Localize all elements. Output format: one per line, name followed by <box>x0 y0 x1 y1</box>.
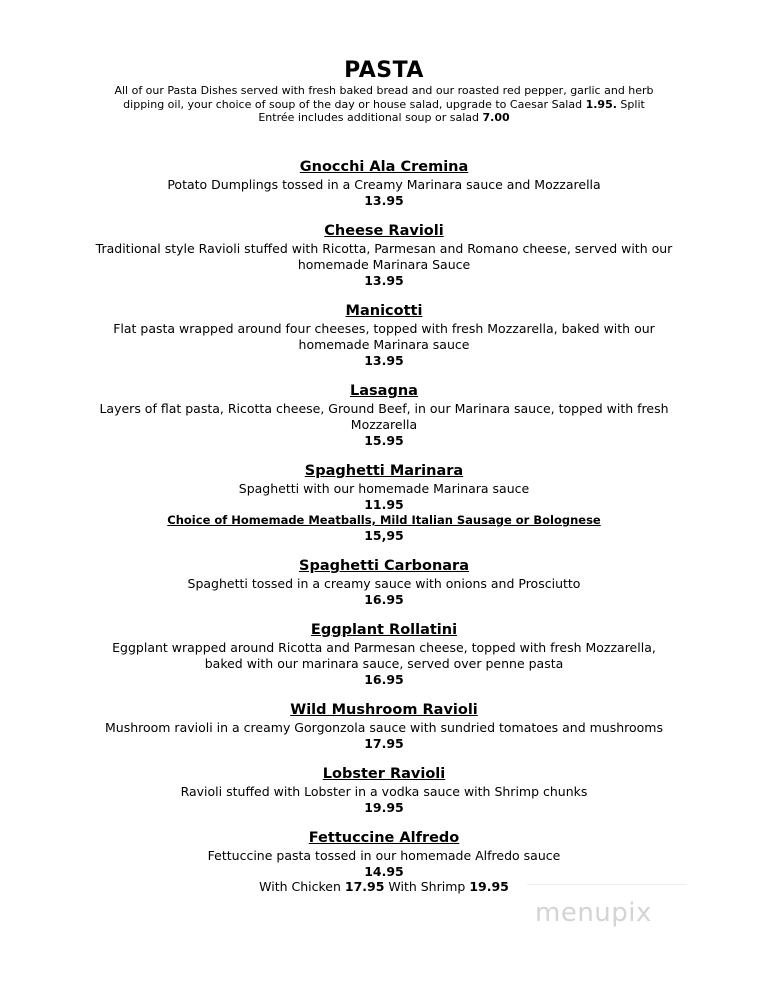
intro-text-part-2: Split Entrée includes additional soup or salad <box>258 97 645 124</box>
menu-item-eggplant-rollatini <box>94 621 674 687</box>
item-name: Eggplant Rollatini <box>310 622 458 638</box>
item-description: Ravioli stuffed with Lobster in a vodka sauce with Shrimp chunks <box>180 784 588 799</box>
menu-item-lobster-ravioli <box>94 765 674 815</box>
item-description: Traditional style Ravioli stuffed with Ricotta, Parmesan and Romano cheese, served with our homemade Marinara Sauce <box>95 241 673 272</box>
addon-shrimp-label: With Shrimp <box>384 879 470 894</box>
item-description: Eggplant wrapped around Ricotta and Parmesan cheese, topped with fresh Mozzarella, baked with our marinara sauce, served over penne pasta <box>112 640 656 671</box>
item-name: Cheese Ravioli <box>324 223 444 239</box>
addon-shrimp-price: 19.95 <box>469 879 509 894</box>
watermark-line <box>527 884 687 885</box>
addon-chicken-price: 17.95 <box>344 879 385 894</box>
split-price: 7.00 <box>482 111 510 124</box>
menu-item-fettuccine-alfredo <box>94 829 674 895</box>
item-description: Spaghetti tossed in a creamy sauce with onions and Prosciutto <box>187 576 581 591</box>
menu-item-wild-mushroom-ravioli <box>94 701 674 751</box>
item-name: Fettuccine Alfredo <box>308 830 460 846</box>
item-name: Manicotti <box>345 303 423 319</box>
item-name: Spaghetti Carbonara <box>299 558 469 574</box>
item-price: 13.95 <box>364 273 404 288</box>
menu-item-lasagna <box>94 382 674 448</box>
item-description: Spaghetti with our homemade Marinara sauce <box>238 481 530 496</box>
item-price: 16.95 <box>364 672 404 687</box>
item-name: Wild Mushroom Ravioli <box>290 702 478 718</box>
item-name: Gnocchi Ala Cremina <box>299 159 469 175</box>
menu-item-spaghetti-marinara <box>94 462 674 543</box>
item-extra-price: 15,95 <box>364 528 404 543</box>
item-price: 11.95 <box>364 497 404 512</box>
item-addons <box>94 879 674 895</box>
menu-list <box>0 158 768 895</box>
item-name: Lobster Ravioli <box>322 766 446 782</box>
item-name: Lasagna <box>350 383 418 399</box>
item-description: Flat pasta wrapped around four cheeses, topped with fresh Mozzarella, baked with our homemade Marinara sauce <box>113 321 655 352</box>
watermark-logo: menupix <box>535 898 652 928</box>
menu-item-spaghetti-carbonara <box>94 557 674 607</box>
item-extra-option: Choice of Homemade Meatballs, Mild Italian Sausage or Bolognese <box>167 513 601 527</box>
item-price: 15.95 <box>364 433 404 448</box>
menu-item-cheese-ravioli <box>94 222 674 288</box>
item-description: Potato Dumplings tossed in a Creamy Marinara sauce and Mozzarella <box>167 177 601 192</box>
page-title: PASTA <box>344 58 424 83</box>
intro-text <box>110 84 658 125</box>
addon-chicken-label: With Chicken <box>259 879 345 894</box>
item-price: 13.95 <box>364 353 404 368</box>
item-price: 14.95 <box>364 864 404 879</box>
item-description: Fettuccine pasta tossed in our homemade Alfredo sauce <box>207 848 561 863</box>
item-price: 13.95 <box>364 193 404 208</box>
upgrade-price: 1.95. <box>585 97 617 111</box>
item-price: 16.95 <box>364 592 404 607</box>
item-price: 19.95 <box>364 800 404 815</box>
item-price: 17.95 <box>364 736 404 751</box>
menu-item-manicotti <box>94 302 674 368</box>
item-description: Layers of flat pasta, Ricotta cheese, Ground Beef, in our Marinara sauce, topped with fresh Mozzarella <box>99 401 669 432</box>
intro-text-part-1: All of our Pasta Dishes served with fresh baked bread and our roasted red pepper, garlic and herb dipping oil, your choice of soup of the day or house salad, upgrade to Caesar Salad <box>114 84 654 111</box>
menu-item-gnocchi <box>94 158 674 208</box>
item-description: Mushroom ravioli in a creamy Gorgonzola sauce with sundried tomatoes and mushrooms <box>104 720 663 735</box>
item-name: Spaghetti Marinara <box>304 463 464 479</box>
